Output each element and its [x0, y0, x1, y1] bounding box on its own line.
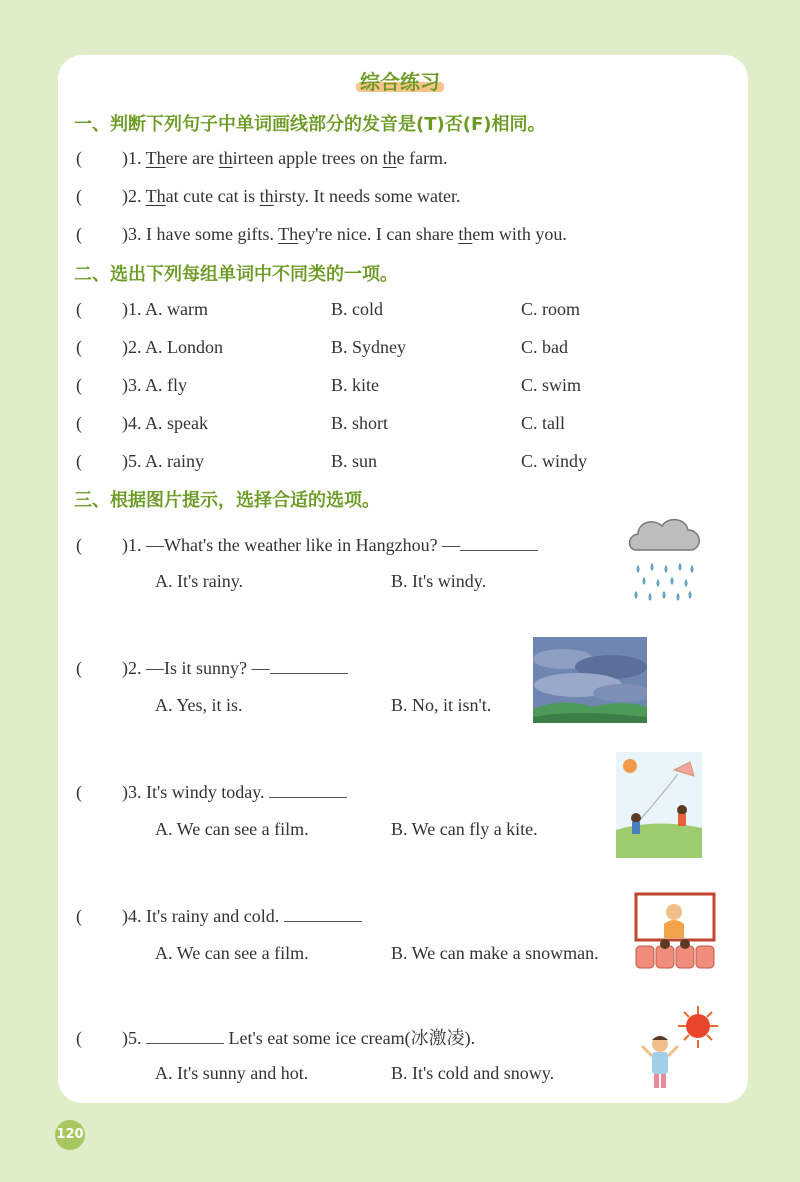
answer-blank[interactable]: ( — [76, 535, 82, 555]
answer-blank[interactable]: ( — [76, 224, 82, 244]
question-text: )5. — [122, 1028, 146, 1048]
option-b: B. We can make a snowman. — [391, 943, 599, 963]
question-text: )2. —Is it sunny? — — [122, 658, 270, 678]
question-text: )1. —What's the weather like in Hangzhou? — — [122, 535, 461, 555]
sentence-fragment: at cute cat is — [165, 186, 260, 206]
option-b: B. kite — [331, 375, 379, 395]
fill-blank[interactable] — [460, 534, 538, 551]
option-b: B. sun — [331, 451, 378, 471]
s1-parts — [146, 186, 461, 206]
item-number: )1. — [122, 148, 146, 168]
underlined-letters: th — [382, 148, 397, 168]
sentence-fragment: ey're nice. I can share — [298, 224, 459, 244]
s1-parts — [146, 148, 448, 168]
option-a: )1. A. warm — [122, 299, 208, 319]
answer-blank[interactable]: ( — [76, 451, 82, 471]
underlined-letters: th — [458, 224, 473, 244]
sun-hot-kid-picture — [630, 1002, 720, 1094]
fill-blank[interactable] — [284, 905, 362, 922]
option-a: A. We can see a film. — [155, 943, 309, 963]
underlined-letters: Th — [145, 186, 166, 206]
title-text: 综合练习 — [360, 70, 440, 94]
answer-blank[interactable]: ( — [76, 186, 82, 206]
option-a: )2. A. London — [122, 337, 223, 357]
cinema-picture — [632, 890, 718, 976]
s1-parts — [146, 224, 567, 244]
section1-heading: 一、判断下列句子中单词画线部分的发音是(T)否(F)相同。 — [74, 114, 546, 135]
fill-blank[interactable] — [146, 1027, 224, 1044]
option-b: B. Sydney — [331, 337, 407, 357]
option-a: A. We can see a film. — [155, 819, 309, 839]
sentence-fragment: em with you. — [472, 224, 567, 244]
option-a: )5. A. rainy — [122, 451, 204, 471]
item-number: )2. — [122, 186, 146, 206]
page-number-badge: 120 — [55, 1120, 85, 1150]
rain-cloud-picture — [624, 514, 706, 608]
sentence-fragment: irteen apple trees on — [232, 148, 383, 168]
option-a: A. It's rainy. — [155, 571, 244, 591]
s1-sentence — [122, 223, 567, 245]
fill-blank[interactable] — [270, 657, 348, 674]
underlined-letters: th — [259, 186, 274, 206]
option-a: )4. A. speak — [122, 413, 208, 433]
option-c: C. swim — [521, 375, 582, 395]
answer-blank[interactable]: ( — [76, 375, 82, 395]
sentence-fragment: e farm. — [396, 148, 448, 168]
answer-blank[interactable]: ( — [76, 1028, 82, 1048]
question-text: )4. It's rainy and cold. — [122, 906, 284, 926]
sentence-fragment: I have some gifts. — [146, 224, 279, 244]
question-text: )3. It's windy today. — [122, 782, 270, 802]
cloudy-sky-picture — [533, 637, 647, 723]
item-number: )3. — [122, 224, 146, 244]
section3-heading: 三、根据图片提示，选择合适的选项。 — [74, 490, 380, 511]
answer-blank[interactable]: ( — [76, 299, 82, 319]
option-a: A. It's sunny and hot. — [155, 1063, 309, 1083]
underlined-letters: Th — [278, 224, 299, 244]
option-c: C. windy — [521, 451, 588, 471]
answer-blank[interactable]: ( — [76, 658, 82, 678]
section2-heading: 二、选出下列每组单词中不同类的一项。 — [74, 264, 398, 285]
answer-blank[interactable]: ( — [76, 782, 82, 802]
option-b: B. cold — [331, 299, 383, 319]
underlined-letters: th — [218, 148, 233, 168]
option-b: B. It's cold and snowy. — [391, 1063, 555, 1083]
answer-blank[interactable]: ( — [76, 413, 82, 433]
option-c: C. bad — [521, 337, 568, 357]
sentence-fragment: irsty. It needs some water. — [273, 186, 461, 206]
option-b: B. short — [331, 413, 389, 433]
fill-blank[interactable] — [269, 781, 347, 798]
option-c: C. tall — [521, 413, 565, 433]
s1-sentence — [122, 147, 448, 169]
s1-sentence — [122, 185, 460, 207]
kids-flying-kite-picture — [616, 752, 702, 858]
option-c: C. room — [521, 299, 581, 319]
option-a: A. Yes, it is. — [155, 695, 243, 715]
option-b: B. No, it isn't. — [391, 695, 492, 715]
option-b: B. We can fly a kite. — [391, 819, 538, 839]
page-title — [340, 66, 460, 96]
option-a: )3. A. fly — [122, 375, 187, 395]
answer-blank[interactable]: ( — [76, 148, 82, 168]
option-b: B. It's windy. — [391, 571, 487, 591]
answer-blank[interactable]: ( — [76, 906, 82, 926]
sentence-fragment: ere are — [165, 148, 219, 168]
answer-blank[interactable]: ( — [76, 337, 82, 357]
underlined-letters: Th — [145, 148, 166, 168]
question-text-2: Let's eat some ice cream(冰激凌). — [224, 1028, 476, 1048]
